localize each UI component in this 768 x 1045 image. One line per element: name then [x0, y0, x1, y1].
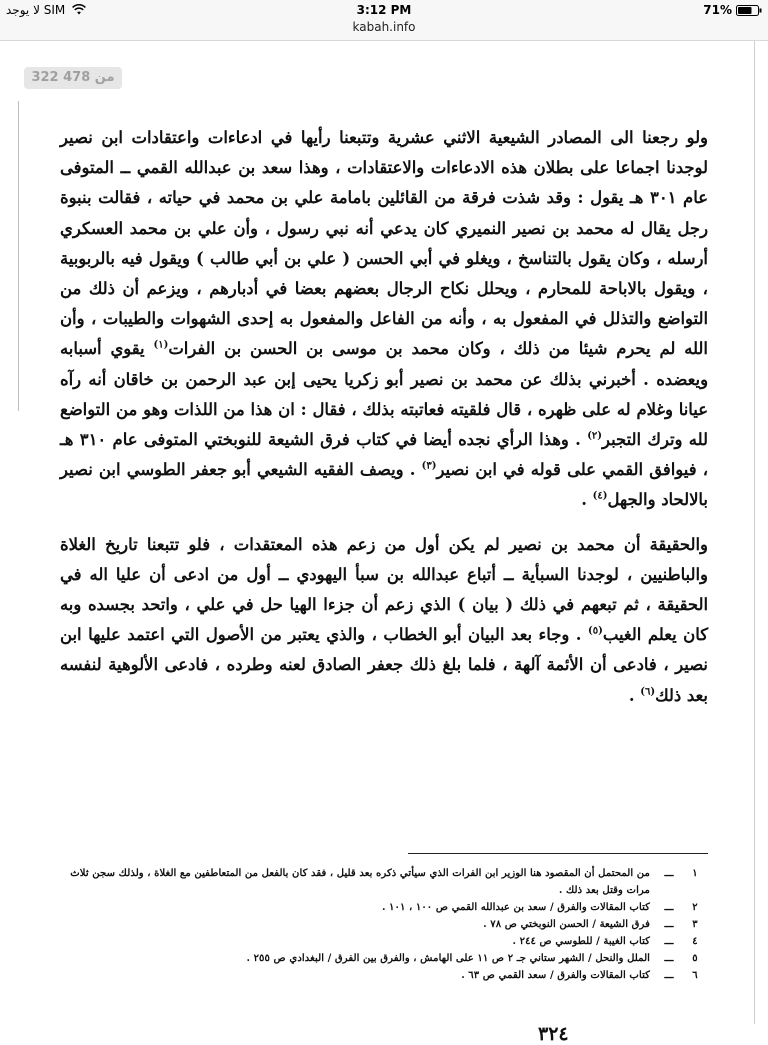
text-line: .: [628, 685, 635, 705]
footnote-number: ٣: [692, 918, 698, 930]
text-line: والحقيقة أن محمد بن نصير لم يكن أول من زعم هذه المعتقدات ، فلو تتبعنا: [146, 534, 708, 554]
footnote: [60, 916, 708, 933]
text-line: . وهذا الرأي: [496, 430, 581, 450]
scanned-page: [60, 121, 709, 1045]
text-line: تاريخ الغلاة والباطنيين ، لوجدنا السبأية ــ أتباع عبدالله بن سبأ اليهودي ــ أول من: [60, 534, 708, 584]
footnote-text: كتاب المقالات والفرق / سعد بن عبدالله القمي ص ١٠٠ ، ١٠١ .: [381, 901, 650, 913]
page-edge-left: [18, 101, 19, 411]
text-line: سعد بن عبدالله القمي ــ المتوفى عام ٣٠١ هـ يقول : وقد شذت فرقة من: [60, 158, 708, 208]
text-line: الفرات: [168, 339, 216, 359]
text-line: واعتقادات ابن نصير لوجدنا اجماعا على بطلان هذه الادعاءات والاعتقادات ، وهذا: [60, 128, 708, 178]
text-line: من التواضع والتذلل في المفعول به ، وأنه من الفاعل والمفعول به إحدى الشهوات: [60, 279, 708, 329]
footnote-text: فرق الشيعة / الحسن النوبختي ص ٧٨ .: [483, 918, 650, 930]
footnote-dash: ـــ: [664, 918, 674, 930]
footnote-text: من المحتمل أن المقصود هنا الوزير ابن الفرات الذي سيأتي ذكره بعد قليل ، فقد كان بالفعل من المتعاطفين مع الغلاة ، ولذلك سجن ثلاث مرات وقتل بعد ذلك .: [70, 867, 650, 896]
status-time: 3:12 PM: [356, 3, 412, 17]
page-counter: 322 من 478: [24, 67, 122, 89]
text-line: القائلين بامامة علي بن محمد في حياته ، فقالت بنبوة رجل يقال له محمد بن نصير: [60, 188, 708, 238]
footnote-number: ١: [692, 867, 698, 879]
footnote-text: كتاب المقالات والفرق / سعد القمي ص ٦٣ .: [461, 969, 650, 981]
paragraph-2: [60, 530, 708, 711]
footnote-text: الملل والنحل / الشهر ستاني جـ ٢ ص ١١ على الهامش ، والفرق بين الفرق / البغدادي ص ٢٥٥ .: [246, 952, 650, 964]
footnote-number: ٤: [692, 935, 698, 947]
footnote: [60, 967, 708, 984]
page-number: ٣٢٤: [538, 1023, 569, 1045]
text-line: ولو رجعنا الى المصادر الشيعية الاثني عشرية وتتبعنا رأيها في ادعاءات: [207, 128, 708, 147]
text-line: والطيبات ، وأن الله لم يحرم شيئا من ذلك ، وكان محمد بن موسى بن الحسن بن: [60, 309, 708, 359]
footnote-marker: (٢): [587, 430, 603, 442]
footnote-marker: (٥): [588, 625, 603, 637]
text-line: .: [581, 490, 587, 510]
footnote-marker: (٣): [421, 460, 437, 472]
footnote-marker: (٤): [592, 490, 608, 502]
footnote-number: ٥: [692, 952, 698, 964]
status-bar: [0, 0, 768, 20]
footnote-number: ٢: [692, 901, 698, 913]
text-line: والجهل: [607, 490, 656, 510]
footnote-dash: ـــ: [664, 969, 674, 981]
carrier-label: SIM لا يوجد: [6, 3, 66, 17]
url-bar[interactable]: [0, 20, 768, 41]
document-viewer[interactable]: [0, 41, 768, 1045]
footnote-dash: ـــ: [664, 935, 674, 947]
text-line: ادعى أن عليا اله في الحقيقة ، ثم تبعهم في ذلك ( بيان ) الذي زعم أن جزءا الهيا: [60, 564, 708, 615]
footnote: [60, 865, 708, 899]
text-line: يقوي أسبابه ويعضده . أخبرني بذلك عن محمد بن نصير أبو زكريا يحيى: [60, 339, 709, 389]
footnote: [60, 950, 708, 967]
text-line: بالتناسخ ، ويغلو في أبي الحسن ( علي بن أبي طالب ) ويقول فيه بالربوبية ، ويقول: [60, 248, 708, 299]
footnote-marker: (١): [153, 339, 169, 351]
text-line: بذلك ، فقال : ان هذا من اللذات وهو من التواضع لله وترك التجبر: [60, 399, 709, 450]
text-line: قوله في ابن نصير: [436, 460, 561, 480]
battery-percent: 71%: [703, 3, 732, 17]
paragraph-1: [60, 123, 708, 516]
footnote: [60, 933, 708, 950]
text-line: بلغ ذلك جعفر الصادق لعنه وطرده ، فادعى الألوهية لنفسه بعد ذلك: [60, 655, 708, 705]
text-line: نجده أيضا في كتاب فرق الشيعة للنوبختي المتوفى عام ٣١٠ هـ ، فيوافق القمي على: [60, 430, 709, 480]
text-line: النميري كان يدعي أنه نبي رسول ، وأن علي بن محمد العسكري أرسله ، وكان يقول: [60, 218, 708, 268]
text-line: حل في علي ، واتحد بجسده وبه كان يعلم الغيب: [60, 595, 708, 645]
text-line: . ويصف الفقيه الشيعي أبو جعفر الطوسي ابن نصير بالالحاد: [60, 460, 708, 510]
text-line: بالاباحة للمحارم ، ويحلل نكاح الرجال بعضهم بعضا في أدبارهم ، ويزعم أن ذلك: [88, 279, 647, 299]
footnote-marker: (٦): [640, 686, 656, 698]
text-line: إبن عبد الرحمن بن خاقان أنه رآه عيانا وغلام له على ظهره ، قال فلقيته فعاتبته: [60, 369, 708, 419]
footnote-dash: ـــ: [664, 901, 674, 913]
footnote-text: كتاب الغيبة / للطوسي ص ٢٤٤ .: [512, 935, 650, 947]
footnotes: [60, 865, 708, 984]
footnote-divider: [408, 853, 708, 854]
url-domain[interactable]: kabah.info: [352, 20, 416, 34]
page-edge-right: [754, 41, 755, 1024]
text-line: . وجاء بعد البيان أبو الخطاب ،: [371, 625, 582, 645]
text-line: والذي يعتبر من الأصول التي اعتمد عليها ابن نصير ، فادعى أن الأئمة آلهة ، فلما: [60, 625, 708, 675]
footnote-dash: ـــ: [664, 952, 674, 964]
footnote-dash: ـــ: [664, 867, 674, 879]
battery-icon: [736, 5, 762, 16]
footnote: [60, 899, 708, 916]
footnote-number: ٦: [692, 969, 698, 981]
